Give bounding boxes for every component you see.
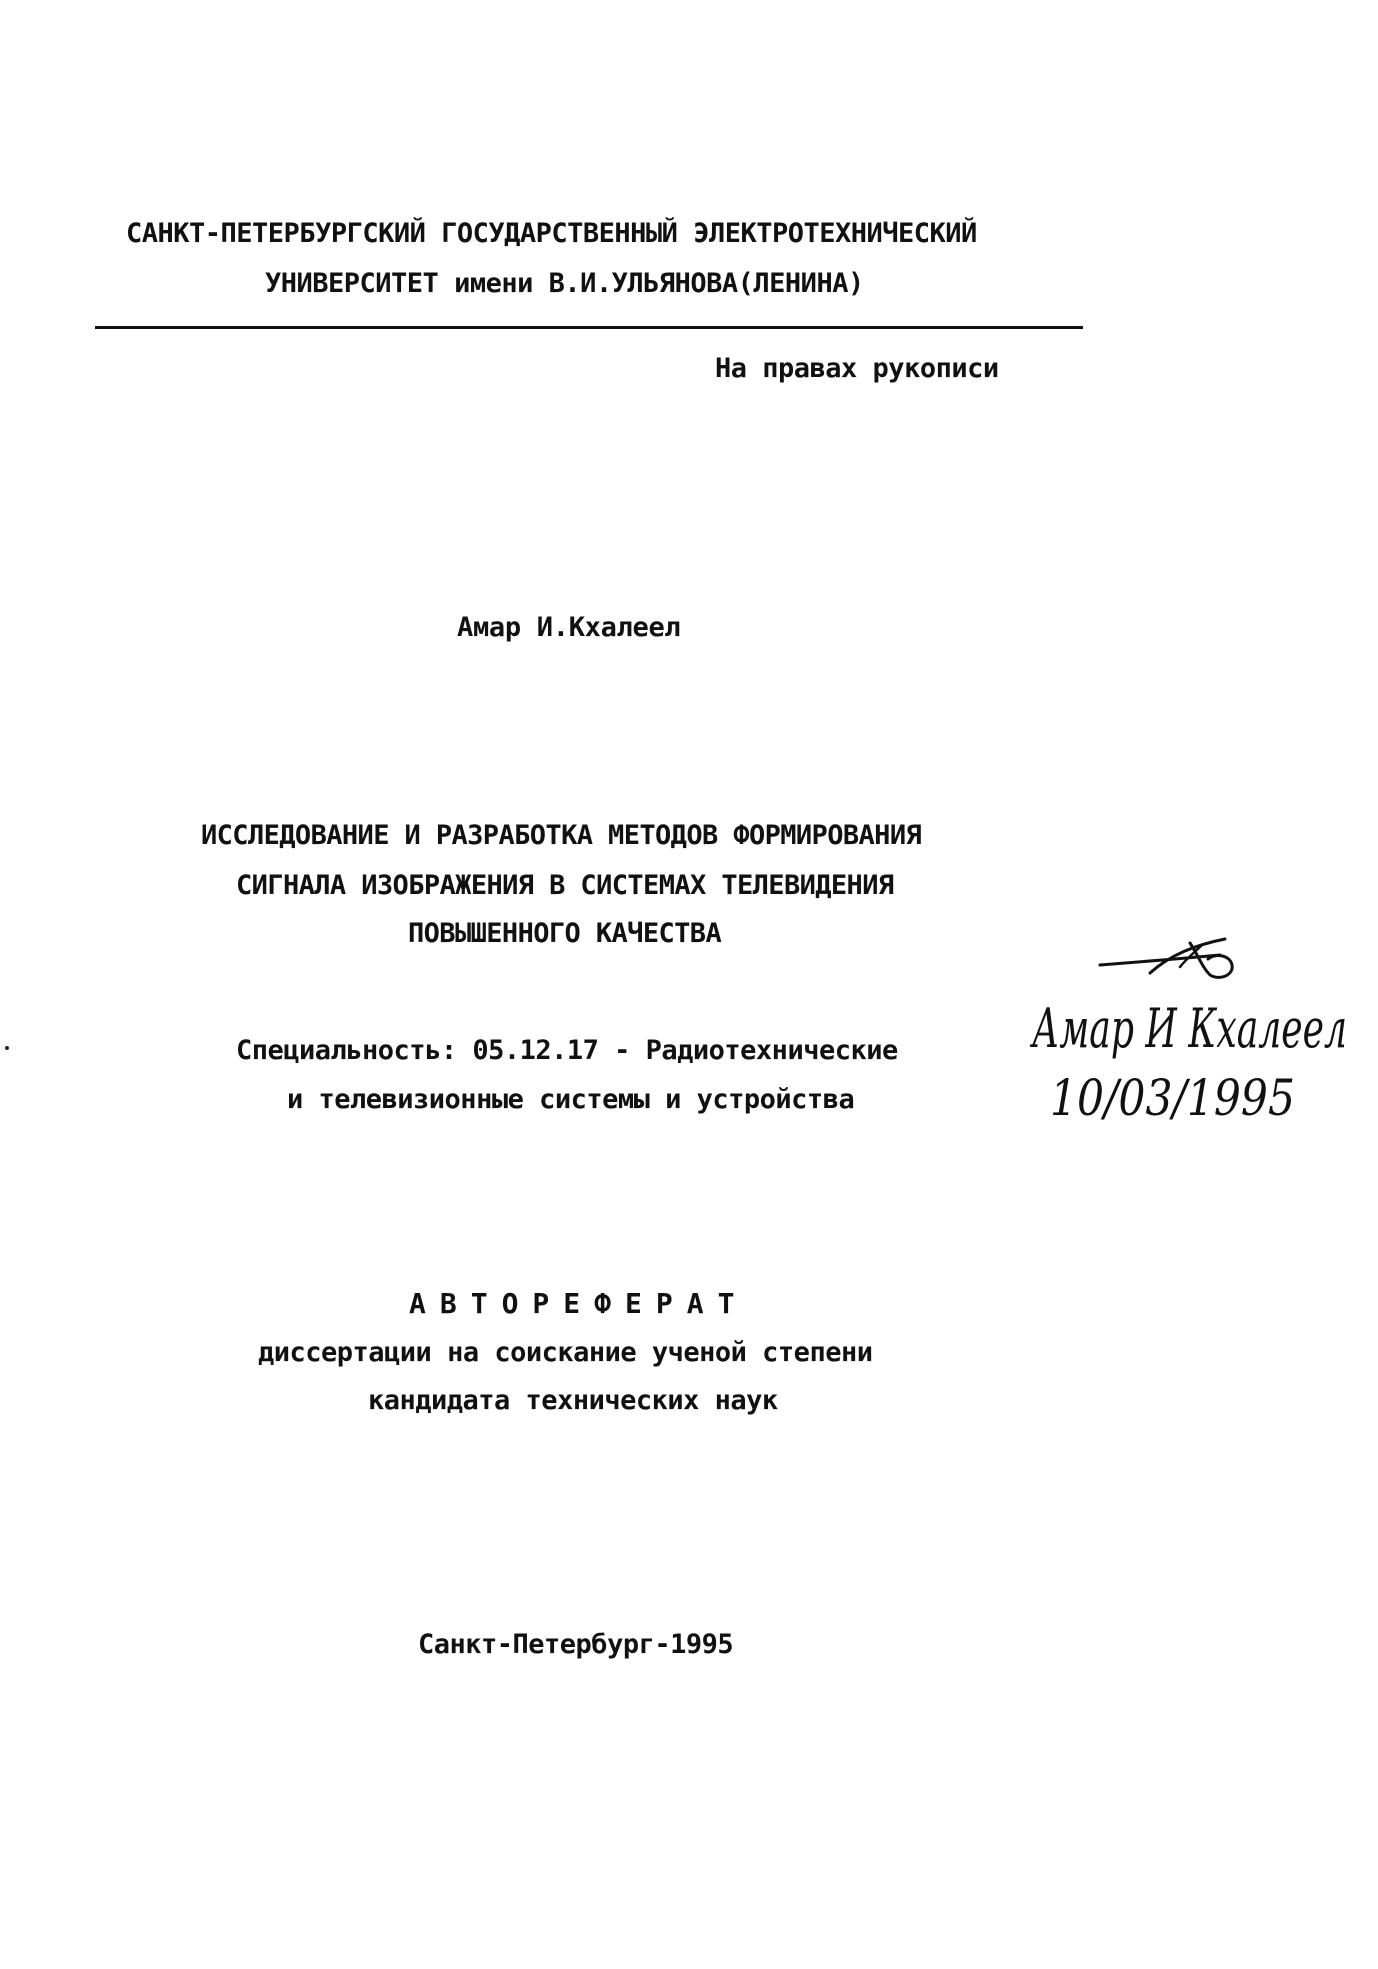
margin-mark — [4, 1045, 10, 1051]
handwritten-name: Амар И Кхалеел — [1029, 997, 1347, 1060]
thesis-title-line-1: ИССЛЕДОВАНИЕ И РАЗРАБОТКА МЕТОДОВ ФОРМИРОВАНИЯ — [201, 820, 922, 851]
handwritten-date: 10/03/1995 — [1050, 1069, 1295, 1127]
thesis-title-line-2: СИГНАЛА ИЗОБРАЖЕНИЯ В СИСТЕМАХ ТЕЛЕВИДЕНИЯ — [236, 870, 894, 901]
abstract-heading: АВТОРЕФЕРАТ — [409, 1287, 749, 1320]
handwritten-signature — [1020, 925, 1360, 1155]
header-divider — [95, 326, 1083, 329]
author-name: Амар И.Кхалеел — [457, 612, 681, 643]
specialty-line-2: и телевизионные системы и устройства — [287, 1084, 855, 1115]
abstract-description-line-1: диссертации на соискание ученой степени — [258, 1337, 873, 1368]
manuscript-rights-note: На правах рукописи — [715, 353, 999, 384]
thesis-title-line-3: ПОВЫШЕННОГО КАЧЕСТВА — [408, 918, 722, 949]
specialty-line-1: Специальность: 05.12.17 - Радиотехнические — [236, 1035, 898, 1066]
university-name-line-1: САНКТ-ПЕТЕРБУРГСКИЙ ГОСУДАРСТВЕННЫЙ ЭЛЕКТРОТЕХНИЧЕСКИЙ — [126, 218, 977, 249]
abstract-description-line-2: кандидата технических наук — [368, 1385, 778, 1416]
university-name-line-2: УНИВЕРСИТЕТ имени В.И.УЛЬЯНОВА(ЛЕНИНА) — [265, 268, 864, 299]
city-and-year: Санкт-Петербург-1995 — [418, 1629, 734, 1660]
